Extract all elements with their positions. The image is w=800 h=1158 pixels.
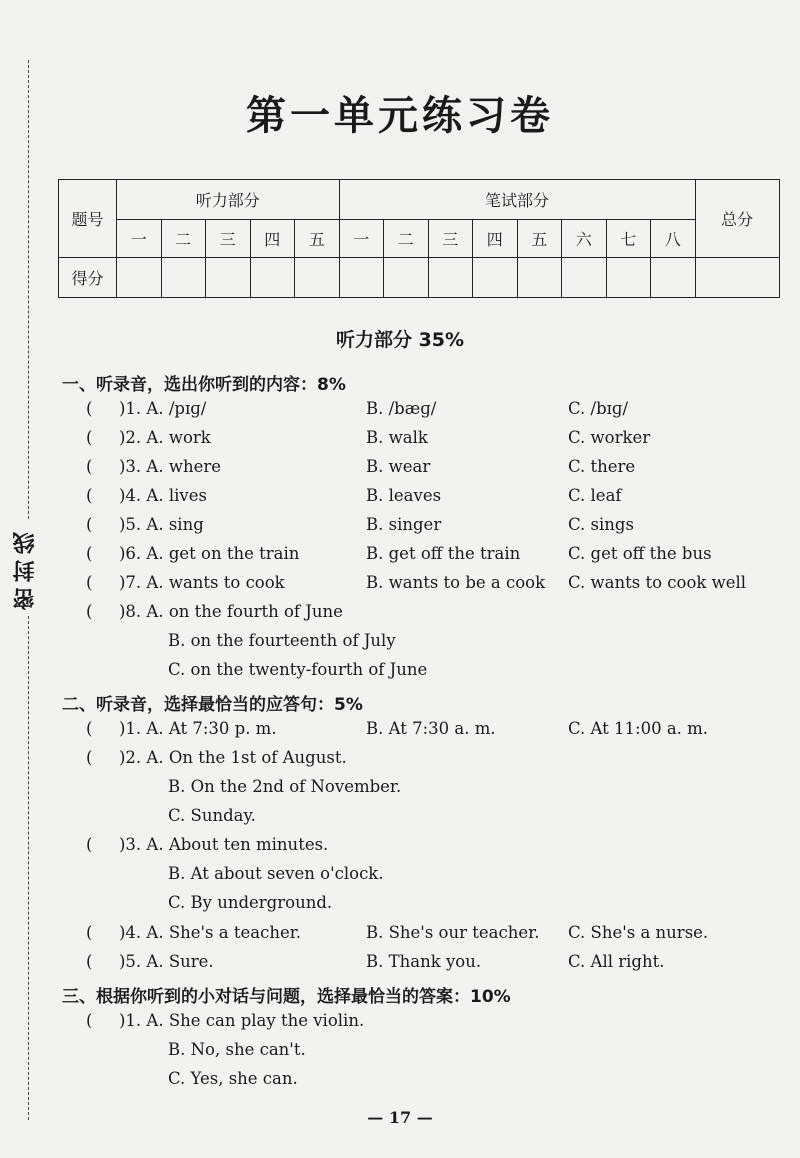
score-cell[interactable] [295, 258, 340, 298]
option-a: )3. A. About ten minutes. [119, 835, 329, 854]
page-number: — 17 — [367, 1108, 433, 1127]
answer-blank[interactable]: ( [86, 457, 93, 476]
page-title: 第一单元练习卷 [246, 93, 554, 139]
answer-blank[interactable]: ( [86, 748, 93, 767]
listening-header: 听力部分 [117, 180, 340, 220]
written-col: 五 [517, 220, 562, 258]
score-cell[interactable] [606, 258, 651, 298]
option-b: B. On the 2nd of November. [168, 777, 402, 796]
option-c: C. At 11:00 a. m. [568, 719, 709, 738]
answer-blank[interactable]: ( [86, 835, 93, 854]
part2-question [0, 719, 800, 747]
part3-heading: 三、根据你听到的小对话与问题，选择最恰当的答案：10% [62, 987, 511, 1007]
option-a: )5. A. Sure. [119, 952, 214, 971]
part2-question [0, 952, 800, 980]
part1-question [0, 602, 800, 630]
part2-heading: 二、听录音，选择最恰当的应答句：5% [62, 695, 363, 715]
written-header: 笔试部分 [339, 180, 695, 220]
score-cell[interactable] [517, 258, 562, 298]
option-a: )6. A. get on the train [119, 544, 300, 563]
option-a: )5. A. sing [119, 515, 204, 534]
answer-blank[interactable]: ( [86, 515, 93, 534]
score-table [58, 179, 780, 298]
listening-col: 四 [250, 220, 295, 258]
written-col: 一 [339, 220, 384, 258]
answer-blank[interactable]: ( [86, 486, 93, 505]
listening-col: 一 [117, 220, 162, 258]
answer-blank[interactable]: ( [86, 952, 93, 971]
part1-question [0, 428, 800, 456]
listening-col: 三 [206, 220, 251, 258]
option-a: )7. A. wants to cook [119, 573, 285, 592]
option-b: B. wants to be a cook [366, 573, 546, 592]
written-col: 六 [562, 220, 607, 258]
score-cell[interactable] [206, 258, 251, 298]
written-col: 四 [473, 220, 518, 258]
part2-question [0, 923, 800, 951]
option-b: B. get off the train [366, 544, 521, 563]
score-cell[interactable] [562, 258, 607, 298]
option-c: C. Yes, she can. [168, 1069, 298, 1088]
part3-question [0, 1011, 800, 1039]
listening-col: 五 [295, 220, 340, 258]
written-col: 二 [384, 220, 429, 258]
option-b: B. on the fourteenth of July [168, 631, 396, 650]
answer-blank[interactable]: ( [86, 544, 93, 563]
option-c: C. sings [568, 515, 634, 534]
option-c: C. She's a nurse. [568, 923, 709, 942]
option-a: )2. A. work [119, 428, 211, 447]
option-a: )3. A. where [119, 457, 221, 476]
part1-question [0, 486, 800, 514]
answer-blank[interactable]: ( [86, 573, 93, 592]
total-score-cell[interactable] [695, 258, 779, 298]
option-a: )8. A. on the fourth of June [119, 602, 343, 621]
score-cell[interactable] [473, 258, 518, 298]
option-a: )4. A. lives [119, 486, 207, 505]
option-c: C. Sunday. [168, 806, 256, 825]
option-b: B. walk [366, 428, 428, 447]
option-b: B. At 7:30 a. m. [366, 719, 496, 738]
section-title: 听力部分 35% [335, 329, 465, 351]
answer-blank[interactable]: ( [86, 1011, 93, 1030]
part1-question [0, 573, 800, 601]
option-b: B. wear [366, 457, 431, 476]
binding-label: 密封线 [10, 520, 44, 616]
option-c: C. wants to cook well [568, 573, 747, 592]
answer-blank[interactable]: ( [86, 602, 93, 621]
option-a: )1. A. At 7:30 p. m. [119, 719, 277, 738]
score-cell[interactable] [339, 258, 384, 298]
part1-question [0, 515, 800, 543]
part2-question [0, 835, 800, 863]
option-b: B. /bæɡ/ [366, 399, 437, 418]
answer-blank[interactable]: ( [86, 428, 93, 447]
score-table-row-header: 题号 [59, 180, 117, 258]
written-col: 三 [428, 220, 473, 258]
part1-question [0, 399, 800, 427]
score-cell[interactable] [161, 258, 206, 298]
option-c: C. By underground. [168, 893, 333, 912]
option-b: B. Thank you. [366, 952, 482, 971]
total-header: 总分 [695, 180, 779, 258]
option-a: )4. A. She's a teacher. [119, 923, 302, 942]
answer-blank[interactable]: ( [86, 719, 93, 738]
option-c: C. All right. [568, 952, 665, 971]
answer-blank[interactable]: ( [86, 923, 93, 942]
part1-question [0, 457, 800, 485]
listening-col: 二 [161, 220, 206, 258]
option-a: )1. A. She can play the violin. [119, 1011, 365, 1030]
option-b: B. leaves [366, 486, 442, 505]
part1-heading: 一、听录音，选出你听到的内容：8% [62, 375, 346, 395]
option-b: B. No, she can't. [168, 1040, 306, 1059]
option-a: )2. A. On the 1st of August. [119, 748, 347, 767]
part1-question [0, 544, 800, 572]
option-b: B. She's our teacher. [366, 923, 540, 942]
option-b: B. singer [366, 515, 442, 534]
score-cell[interactable] [117, 258, 162, 298]
option-c: C. there [568, 457, 636, 476]
option-c: C. get off the bus [568, 544, 712, 563]
option-c: C. worker [568, 428, 651, 447]
option-b: B. At about seven o'clock. [168, 864, 384, 883]
part2-question [0, 748, 800, 776]
written-col: 八 [651, 220, 696, 258]
score-cell[interactable] [250, 258, 295, 298]
score-cell[interactable] [428, 258, 473, 298]
option-c: C. leaf [568, 486, 622, 505]
written-col: 七 [606, 220, 651, 258]
option-c: C. on the twenty-fourth of June [168, 660, 428, 679]
option-a: )1. A. /pɪɡ/ [119, 399, 207, 418]
score-cell[interactable] [384, 258, 429, 298]
answer-blank[interactable]: ( [86, 399, 93, 418]
score-cell[interactable] [651, 258, 696, 298]
option-c: C. /bɪɡ/ [568, 399, 629, 418]
score-label: 得分 [59, 258, 117, 298]
